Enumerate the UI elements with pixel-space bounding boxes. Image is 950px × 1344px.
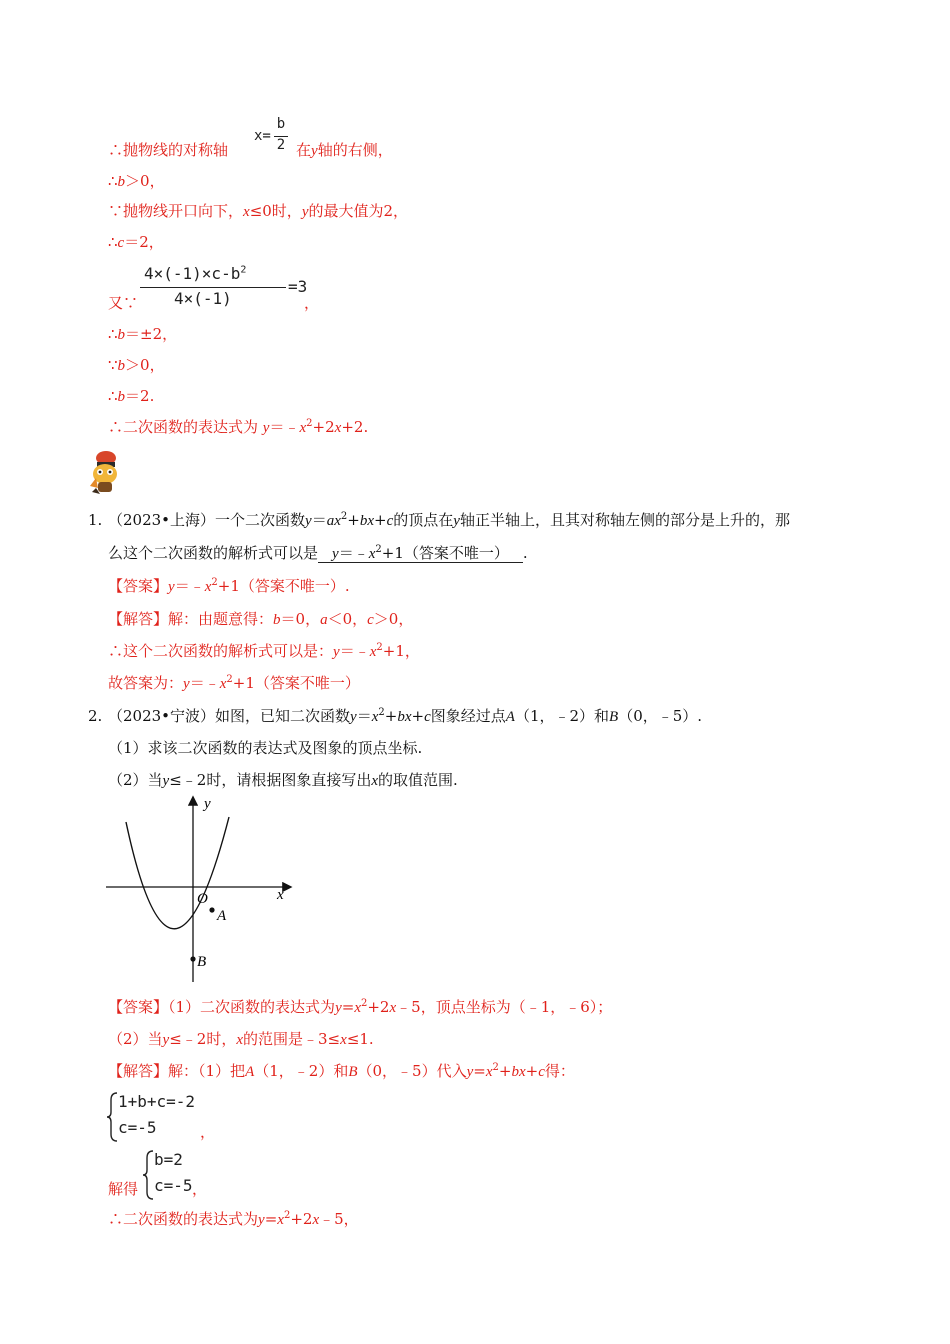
problem2-question1: （1）求该二次函数的表达式及图象的顶点坐标. (108, 739, 423, 757)
solved-prefix: 解得 (108, 1180, 139, 1198)
step-opens-down: ∵抛物线开口向下，x≤0时，y的最大值为2， (108, 202, 409, 220)
problem2-solution: 【解答】解：（1）把A（1，﹣2）和B（0，﹣5）代入$y=x^2+bx+c$得： (108, 1062, 575, 1080)
equation-system-2: b=2 c=-5 (142, 1148, 202, 1200)
point-a-label: A (217, 908, 227, 924)
problem1-answer: 【答案】$y=﹣x^2+1$（答案不唯一）. (108, 577, 350, 595)
cartoon-mascot-icon (84, 448, 124, 496)
point-a (209, 907, 214, 912)
step-b-positive: ∴b＞0， (108, 172, 165, 190)
problem1-stem-line2: 么这个二次函数的解析式可以是 $y=﹣x^2+1$（答案不唯一） . (108, 544, 528, 562)
sym-axis-line-suffix: 在y轴的右侧， (296, 141, 393, 159)
axis-label-x: x (277, 887, 284, 903)
point-b (190, 956, 195, 961)
vertex-eq-suffix: ， (304, 294, 320, 312)
problem1-solution-line3: 故答案为：$y=﹣x^2+1$（答案不唯一） (108, 674, 360, 692)
step-b-pm2: ∴b＝±2， (108, 325, 178, 343)
problem2-stem: 2. （2023•宁波）如图，已知二次函数$y=x^2+bx+c$图象经过点A（1，﹣2）和B（0，﹣5）. (88, 707, 703, 725)
parabola-graph (104, 792, 300, 984)
step-b-gt0: ∵b＞0， (108, 356, 165, 374)
problem2-final-expression: ∴二次函数的表达式为$y=x^2+2x﹣5$， (108, 1210, 359, 1228)
problem1-solution: 【解答】解：由题意得：b＝0，a＜0，c＞0， (108, 610, 414, 628)
sym-axis-line: ∴抛物线的对称轴 (108, 141, 229, 159)
equation-system-1: 1+b+c=-2 c=-5 (106, 1090, 216, 1142)
problem2-answer-line2: （2）当y≤﹣2时，x的范围是﹣3≤x≤1. (108, 1030, 374, 1048)
final-expression: ∴二次函数的表达式为 $y=﹣x^2+2x+2$. (108, 418, 369, 436)
problem1-solution-line2: ∴这个二次函数的解析式可以是：$y=﹣x^2+1$， (108, 642, 420, 660)
problem1-stem-line1: 1. （2023•上海）一个二次函数$y=ax^2+bx+c$的顶点在y轴正半轴上，且其对称轴左侧的部分是上升的，那 (88, 511, 790, 529)
point-b-label: B (197, 954, 207, 970)
axis-label-y: y (204, 796, 211, 812)
step-c-value: ∴c＝2， (108, 233, 164, 251)
equation-system-1-comma: ， (200, 1123, 216, 1141)
answer-blank: $y=﹣x^2+1$（答案不唯一） (318, 544, 523, 563)
equation-system-2-comma: ， (192, 1180, 208, 1198)
problem2-answer-line1: 【答案】（1）二次函数的表达式为$y=x^2+2x﹣5$，顶点坐标为（﹣1，﹣6）； (108, 998, 613, 1016)
vertex-eq-prefix: 又∵ (108, 294, 139, 312)
origin-label: O (197, 891, 208, 907)
problem2-question2: （2）当y≤﹣2时，请根据图象直接写出x的取值范围. (108, 771, 458, 789)
step-b-eq2: ∴b＝2. (108, 387, 155, 405)
